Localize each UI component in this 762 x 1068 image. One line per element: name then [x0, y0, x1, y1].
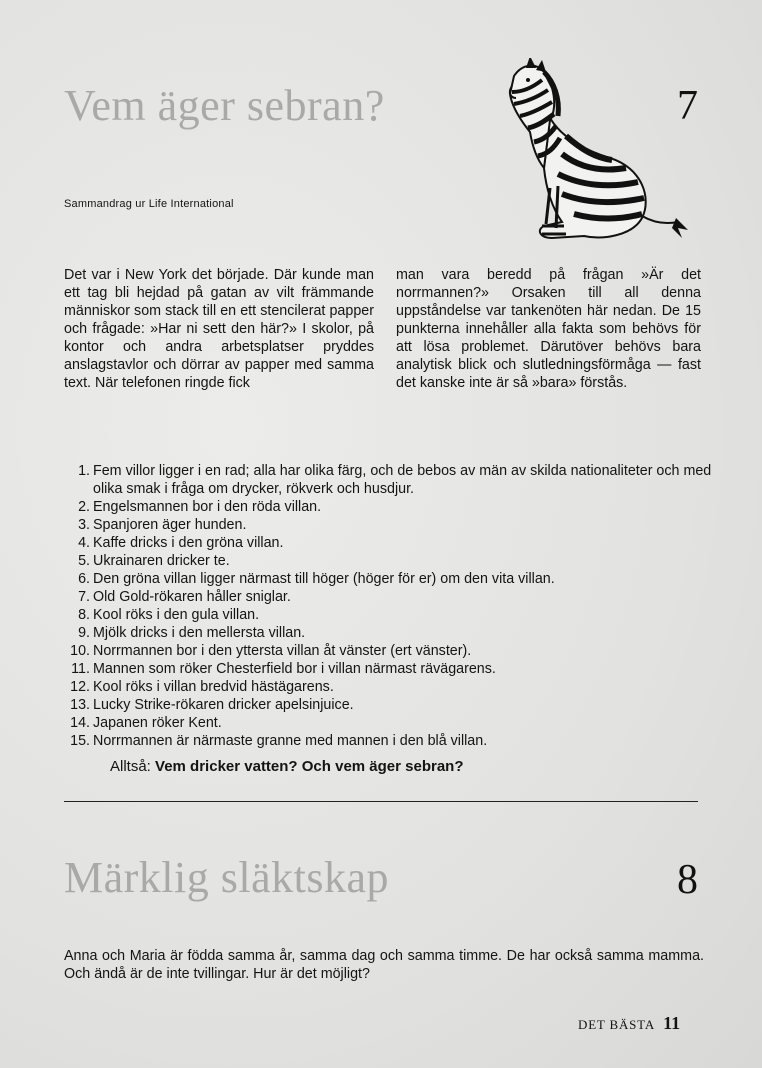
- clue-text: Mjölk dricks i den mellersta villan.: [93, 625, 306, 641]
- clue-item: [62, 552, 712, 570]
- clue-item: [62, 588, 712, 606]
- clue-number: 14.: [70, 715, 90, 731]
- puzzle-7-number: 7: [677, 83, 698, 129]
- puzzle-8-number: 8: [677, 857, 698, 903]
- clue-number: 9.: [78, 625, 90, 641]
- puzzle-8-title: Märklig släktskap: [64, 853, 390, 902]
- clue-number: 7.: [78, 589, 90, 605]
- clue-item: [62, 714, 712, 732]
- clue-item: [62, 696, 712, 714]
- clue-item: [62, 516, 712, 534]
- clue-item: [62, 660, 712, 678]
- question-prefix: Alltså:: [110, 758, 151, 775]
- section-divider: [64, 801, 698, 802]
- clue-text: Kaffe dricks i den gröna villan.: [93, 535, 284, 551]
- clue-text: Den gröna villan ligger närmast till höger (höger för er) om den vita villan.: [93, 571, 555, 587]
- clue-item: [62, 570, 712, 588]
- clue-number: 15.: [70, 733, 90, 749]
- page-number: 11: [663, 1013, 681, 1033]
- clue-text: Lucky Strike-rökaren dricker apelsinjuice.: [93, 697, 354, 713]
- clue-item: [62, 498, 712, 516]
- puzzle-8-text: Anna och Maria är födda samma år, samma dag och samma timme. De har också samma mamma. Och ändå är de inte tvillingar. Hur är det möjligt?: [64, 948, 704, 982]
- clue-text: Norrmannen är närmaste granne med mannen i den blå villan.: [93, 733, 488, 749]
- clue-number: 2.: [78, 499, 90, 515]
- clue-text: Ukrainaren dricker te.: [93, 553, 230, 569]
- zebra-illustration: [492, 58, 692, 248]
- clue-number: 11.: [71, 661, 90, 677]
- clue-text: Japanen röker Kent.: [93, 715, 222, 731]
- clue-number: 13.: [70, 697, 90, 713]
- intro-right-column: man vara beredd på frågan »Är det norrmannen?» Orsaken till all denna uppståndelse var tankenöten här nedan. De 15 punkterna innehåller alla fakta som behövs för att lösa problemet. Därutöver behövs bara analytisk blick och slutledningsförmåga — fast det kanske inte är så »bara» förstås.: [396, 267, 701, 391]
- clue-item: [62, 678, 712, 696]
- clue-number: 8.: [78, 607, 90, 623]
- clue-item: [62, 624, 712, 642]
- magazine-name: DET BÄSTA: [578, 1017, 656, 1032]
- clue-text: Kool röks i den gula villan.: [93, 607, 260, 623]
- clue-text: Spanjoren äger hunden.: [93, 517, 247, 533]
- clue-number: 4.: [78, 535, 90, 551]
- source-credit: Sammandrag ur Life International: [64, 198, 234, 210]
- page-footer: [578, 1013, 680, 1034]
- clue-text: Old Gold-rökaren håller sniglar.: [93, 589, 291, 605]
- clue-number: 6.: [78, 571, 90, 587]
- clue-list: [62, 462, 712, 750]
- intro-left-column: Det var i New York det började. Där kunde man ett tag bli hejdad på gatan av vilt främmande människor som stack till en ett stencilerat papper och frågade: »Har ni sett den här?» I skolor, på kontor och andra arbetsplatser pryddes anslagstavlor och dörrar av papper med samma text. När telefonen ringde fick: [64, 267, 374, 391]
- clue-item: [62, 732, 712, 750]
- clue-number: 5.: [78, 553, 90, 569]
- puzzle-7-title: Vem äger sebran?: [64, 81, 385, 130]
- final-question: [110, 758, 464, 775]
- clue-text: Norrmannen bor i den yttersta villan åt vänster (ert vänster).: [93, 643, 472, 659]
- clue-text: Fem villor ligger i en rad; alla har olika färg, och de bebos av män av skilda nationaliteter och med olika smak i fråga om drycker, rökverk och husdjur.: [93, 463, 712, 497]
- question-text: Vem dricker vatten? Och vem äger sebran?: [155, 758, 464, 775]
- clue-item: [62, 606, 712, 624]
- clue-text: Mannen som röker Chesterfield bor i villan närmast rävägarens.: [93, 661, 496, 677]
- clue-number: 3.: [78, 517, 90, 533]
- clue-item: [62, 534, 712, 552]
- clue-number: 12.: [70, 679, 90, 695]
- clue-number: 1.: [78, 463, 90, 479]
- clue-text: Kool röks i villan bredvid hästägarens.: [93, 679, 334, 695]
- clue-number: 10.: [70, 643, 90, 659]
- zebra-icon: [492, 58, 692, 248]
- clue-item: [62, 462, 712, 498]
- clue-text: Engelsmannen bor i den röda villan.: [93, 499, 322, 515]
- clue-item: [62, 642, 712, 660]
